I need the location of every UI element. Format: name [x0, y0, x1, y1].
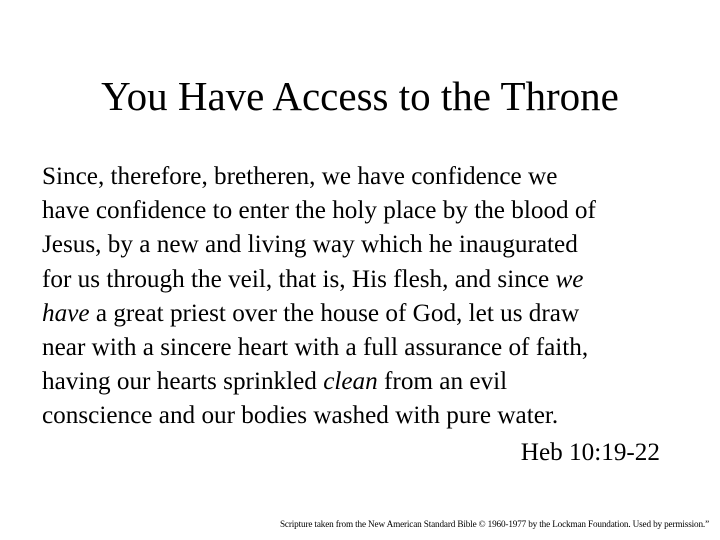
passage-segment: conscience and our bodies washed with pure water.	[42, 402, 559, 430]
scripture-reference: Heb 10:19-22	[520, 439, 660, 466]
passage-line	[42, 160, 682, 194]
passage-segment: having our hearts sprinkled	[42, 368, 324, 396]
passage-segment: have confidence to enter the holy place by the blood of	[42, 197, 596, 225]
passage-line	[42, 228, 682, 262]
copyright-notice: Scripture taken from the New American Standard Bible © 1960-1977 by the Lockman Foundation. Used by permission.”	[279, 519, 709, 529]
passage-line	[42, 399, 682, 433]
passage-line	[42, 194, 682, 228]
passage-line	[42, 263, 682, 297]
passage-line	[42, 331, 682, 365]
scripture-passage	[42, 160, 682, 434]
passage-segment: a great priest over the house of God, let us draw	[89, 299, 580, 327]
passage-segment: Jesus, by a new and living way which he inaugurated	[42, 231, 578, 259]
passage-italic-segment: clean	[323, 368, 378, 396]
passage-italic-segment: we	[555, 265, 584, 293]
passage-segment: for us through the veil, that is, His flesh, and since	[42, 265, 556, 293]
passage-segment: from an evil	[377, 368, 508, 396]
passage-line	[42, 365, 682, 399]
passage-line	[42, 297, 682, 331]
passage-segment: Since, therefore, bretheren, we have confidence we	[42, 163, 558, 190]
passage-segment: near with a sincere heart with a full assurance of faith,	[42, 334, 589, 362]
slide-title: You Have Access to the Throne	[101, 73, 619, 119]
passage-italic-segment: have	[42, 299, 90, 327]
